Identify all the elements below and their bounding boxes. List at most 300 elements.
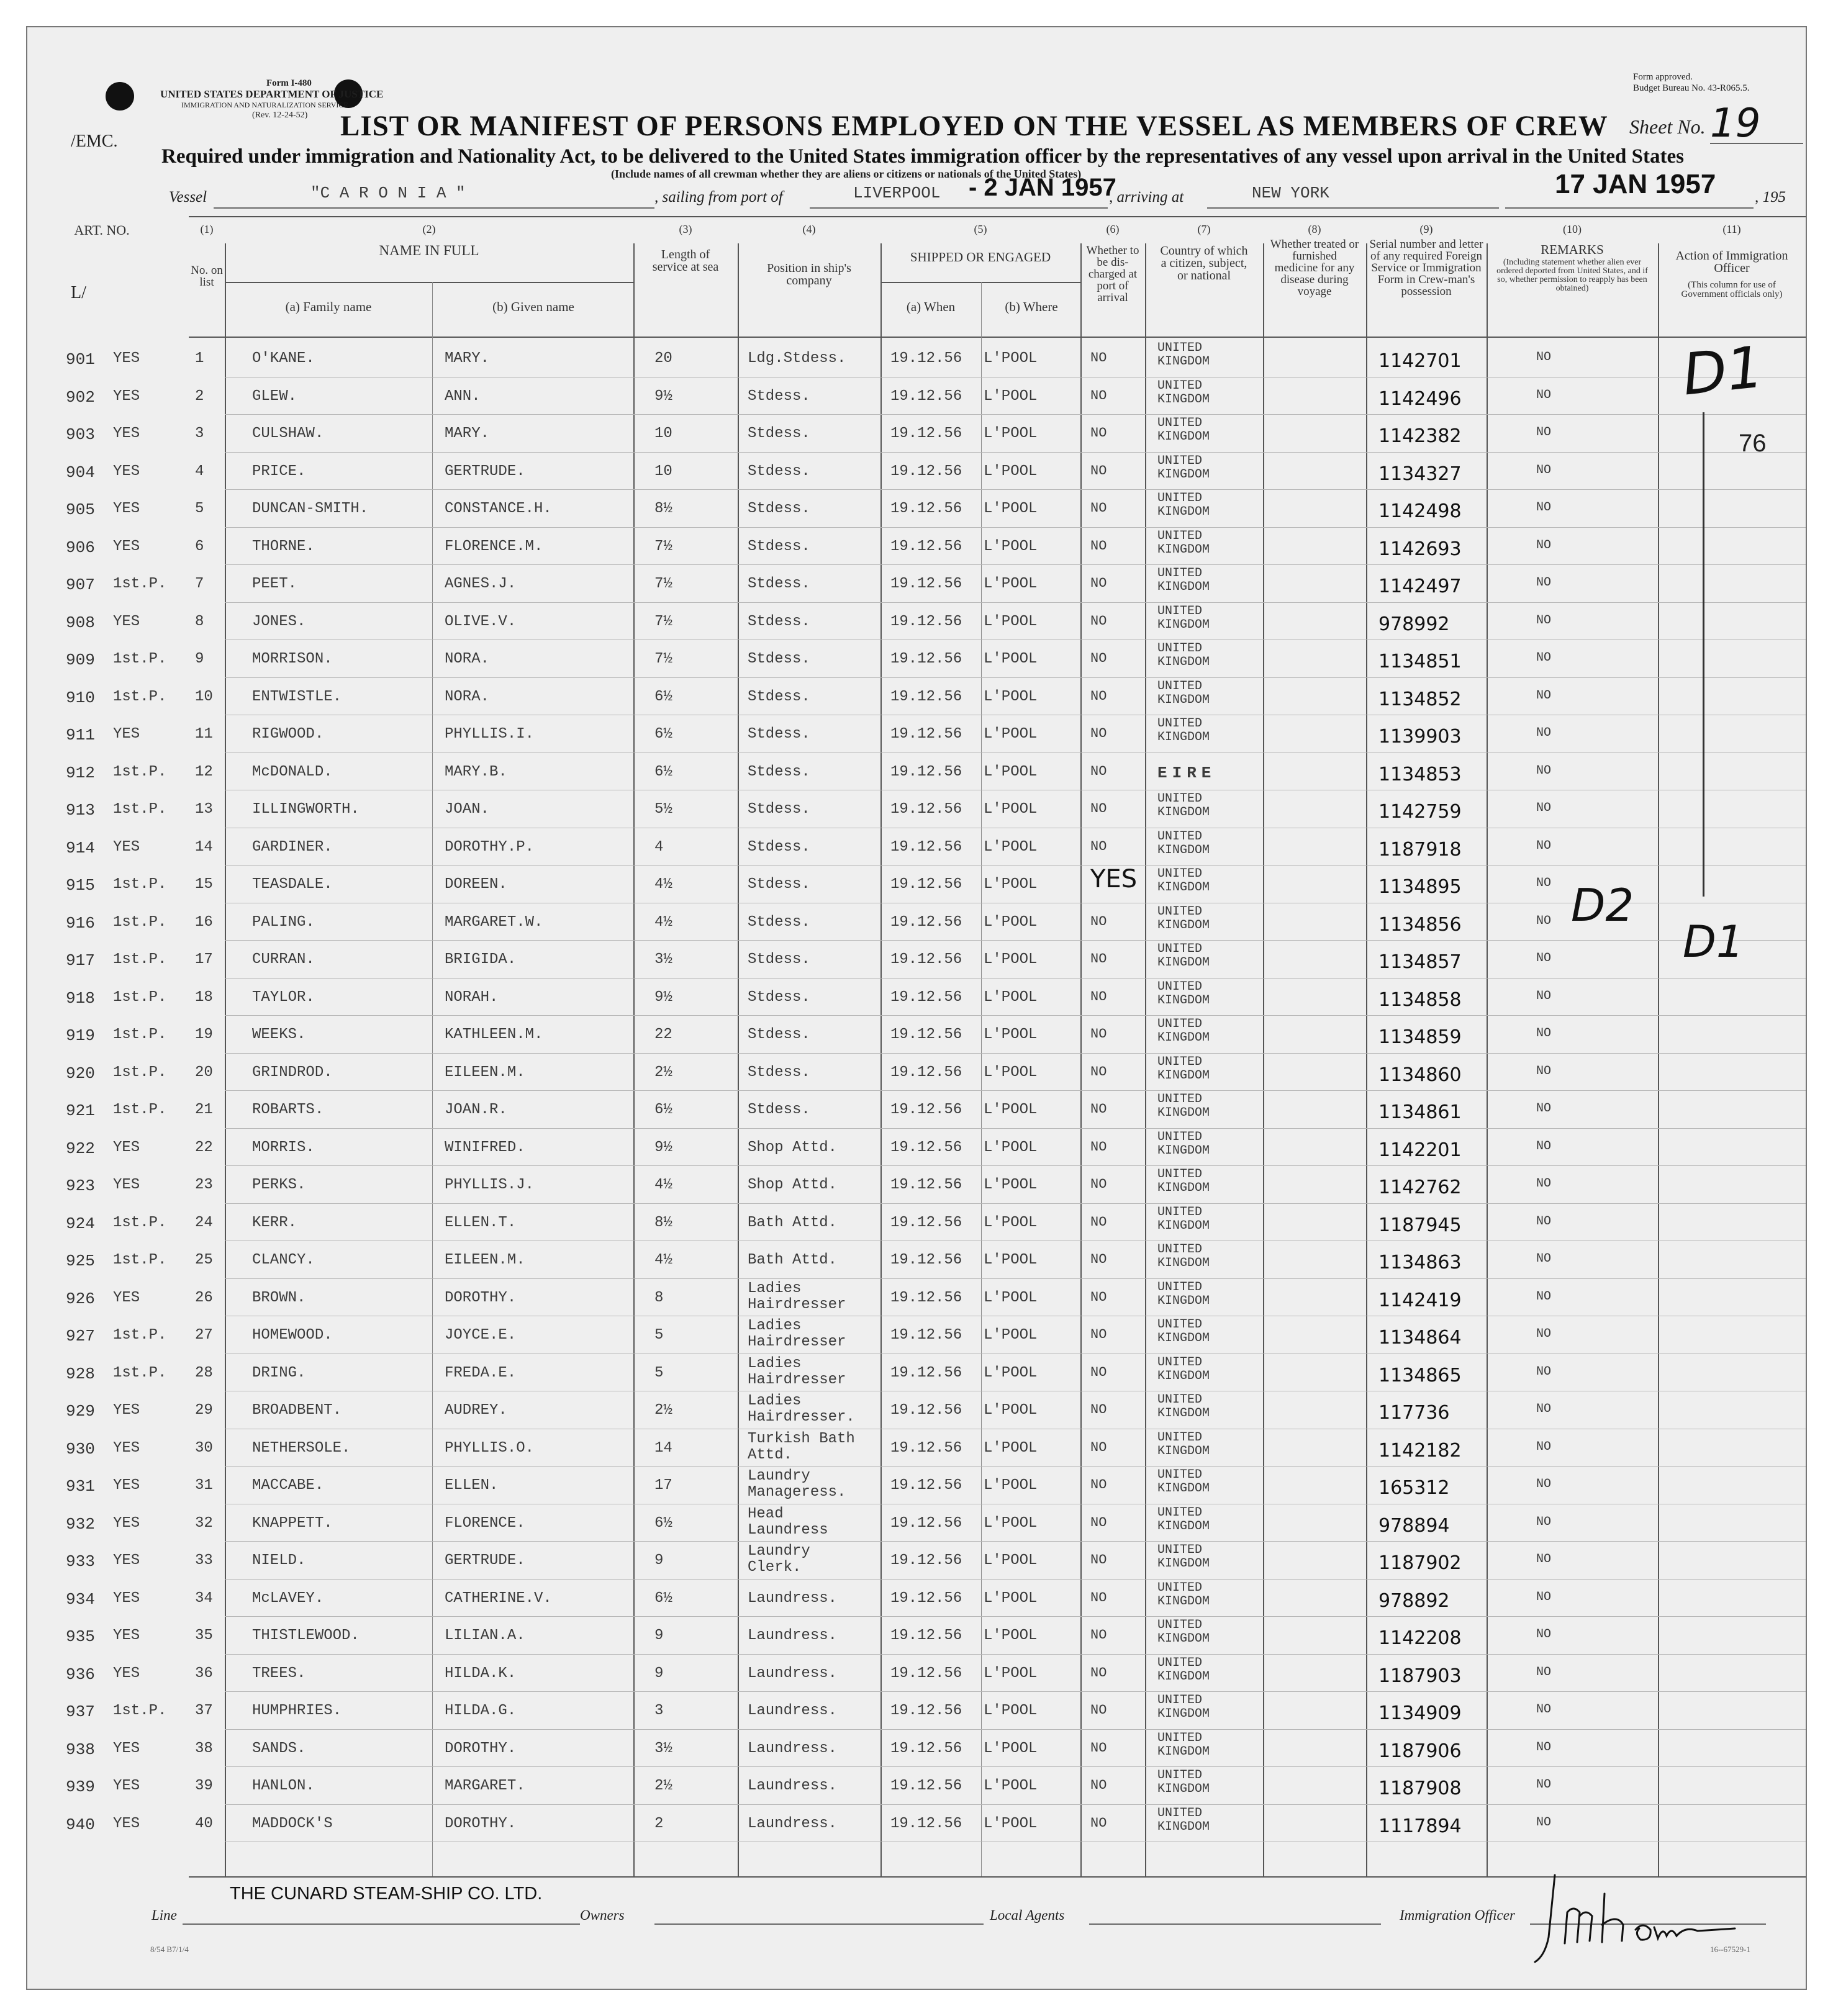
form-serial: 1142701 <box>1378 350 1462 372</box>
citizenship: UNITED KINGDOM <box>1157 1393 1210 1421</box>
discharge-flag: NO <box>1090 350 1107 366</box>
manifest-subnote: (Include names of all crewman whether they are aliens or citizens or nationals of the United States) <box>611 168 1082 180</box>
service-length: 5 <box>654 1327 664 1344</box>
citizenship: UNITED KINGDOM <box>1157 716 1210 744</box>
art-number: 928 <box>66 1364 95 1383</box>
ship-position: Stdess. <box>748 576 810 592</box>
engaged-date: 19.12.56 <box>890 1514 962 1532</box>
citizen-flag: YES <box>113 1402 140 1419</box>
row-divider <box>225 1090 1806 1091</box>
citizen-flag: YES <box>113 463 140 480</box>
family-name: PALING. <box>252 913 315 931</box>
engaged-port: L'POOL <box>984 613 1038 630</box>
art-number: 903 <box>66 425 95 444</box>
list-number: 31 <box>195 1477 213 1494</box>
vessel-line <box>214 207 654 209</box>
engaged-port: L'POOL <box>984 763 1038 780</box>
remarks: NO <box>1536 1327 1552 1341</box>
citizenship: UNITED KINGDOM <box>1157 829 1210 857</box>
given-name: GERTRUDE. <box>445 463 525 480</box>
service-length: 5 <box>654 1364 664 1381</box>
service-length: 2½ <box>654 1402 672 1419</box>
row-divider <box>225 527 1806 528</box>
col-divider <box>1487 243 1488 1876</box>
table-top-border <box>189 216 1806 217</box>
given-name: NORA. <box>445 651 490 667</box>
citizen-flag: YES <box>113 1289 140 1306</box>
service-length: 3 <box>654 1702 664 1719</box>
form-approved: Form approved. <box>1633 72 1693 82</box>
family-name: BROWN. <box>252 1289 306 1306</box>
list-number: 16 <box>195 913 213 931</box>
citizen-flag: 1st.P. <box>113 763 167 780</box>
form-serial: 1134851 <box>1378 651 1462 672</box>
col-divider <box>981 282 982 1876</box>
ship-position: Laundress. <box>748 1778 838 1794</box>
family-name: McDONALD. <box>252 763 333 780</box>
service-length: 8½ <box>654 500 672 517</box>
engaged-port: L'POOL <box>984 1402 1038 1419</box>
engaged-date: 19.12.56 <box>890 1815 962 1832</box>
citizenship: UNITED KINGDOM <box>1157 1205 1210 1233</box>
remarks: NO <box>1536 1439 1552 1454</box>
engaged-date: 19.12.56 <box>890 876 962 893</box>
engaged-date: 19.12.56 <box>890 350 962 367</box>
remarks: NO <box>1536 838 1552 853</box>
service-length: 3½ <box>654 951 672 968</box>
engaged-port: L'POOL <box>984 951 1038 968</box>
engaged-date: 19.12.56 <box>890 1064 962 1081</box>
col-divider <box>1658 243 1659 1876</box>
engaged-date: 19.12.56 <box>890 1740 962 1757</box>
discharge-flag: NO <box>1090 613 1107 629</box>
form-serial: 1134863 <box>1378 1252 1462 1273</box>
ship-position: Stdess. <box>748 763 810 780</box>
citizenship: UNITED KINGDOM <box>1157 1355 1210 1383</box>
total-count: 76 <box>1739 430 1767 457</box>
engaged-date: 19.12.56 <box>890 576 962 592</box>
list-number: 29 <box>195 1402 213 1419</box>
remarks: NO <box>1536 1214 1552 1229</box>
engaged-date: 19.12.56 <box>890 951 962 968</box>
family-name: THORNE. <box>252 538 315 555</box>
citizen-flag: YES <box>113 1589 140 1607</box>
given-name: KATHLEEN.M. <box>445 1026 543 1043</box>
family-name: PRICE. <box>252 463 306 480</box>
list-number: 13 <box>195 801 213 818</box>
row-divider <box>225 1015 1806 1016</box>
service-length: 9 <box>654 1665 664 1682</box>
service-length: 7½ <box>654 613 672 630</box>
form-serial: 1134852 <box>1378 688 1462 710</box>
col7-header: Country of which a citizen, subject, or national <box>1160 244 1248 283</box>
remarks: NO <box>1536 350 1552 364</box>
engaged-date: 19.12.56 <box>890 500 962 517</box>
engaged-date: 19.12.56 <box>890 763 962 780</box>
service-length: 14 <box>654 1439 672 1457</box>
form-serial: 1142693 <box>1378 538 1462 560</box>
service-length: 3½ <box>654 1740 672 1757</box>
family-name: THISTLEWOOD. <box>252 1627 360 1644</box>
footer-owners-label: Owners <box>580 1907 625 1923</box>
family-name: ILLINGWORTH. <box>252 801 360 818</box>
service-length: 2½ <box>654 1064 672 1081</box>
officer-bracket-line <box>1703 412 1704 897</box>
citizen-flag: YES <box>113 500 140 517</box>
engaged-port: L'POOL <box>984 726 1038 743</box>
service-length: 17 <box>654 1477 672 1494</box>
col11-number: (11) <box>1722 223 1741 235</box>
engaged-date: 19.12.56 <box>890 1477 962 1494</box>
list-number: 23 <box>195 1177 213 1193</box>
row-divider <box>225 1691 1806 1692</box>
row-divider <box>225 1579 1806 1580</box>
discharge-flag: NO <box>1090 576 1107 591</box>
form-number: Form I-480 <box>266 78 312 88</box>
art-number: 916 <box>66 913 95 933</box>
officer-mark-d1: D1 <box>1679 333 1767 409</box>
citizenship: UNITED KINGDOM <box>1157 1280 1210 1308</box>
engaged-date: 19.12.56 <box>890 1552 962 1569</box>
discharge-flag: NO <box>1090 1514 1107 1530</box>
list-number: 21 <box>195 1101 213 1118</box>
discharge-flag: NO <box>1090 763 1107 779</box>
engaged-port: L'POOL <box>984 387 1038 405</box>
owners-field <box>654 1923 984 1925</box>
service-length: 4½ <box>654 876 672 893</box>
row-divider <box>225 1278 1806 1279</box>
form-serial: 1134895 <box>1378 876 1462 898</box>
art-number: 913 <box>66 801 95 820</box>
citizen-flag: YES <box>113 1627 140 1644</box>
col9-header: Serial number and letter of any required Foreign Service or Immigration Form in Crew-man's possession <box>1369 238 1483 298</box>
form-serial: 1134865 <box>1378 1364 1462 1386</box>
given-name: NORA. <box>445 688 490 705</box>
discharge-flag: NO <box>1090 1139 1107 1155</box>
discharge-flag: NO <box>1090 1589 1107 1606</box>
service-length: 4 <box>654 838 664 856</box>
service-length: 6½ <box>654 1101 672 1118</box>
form-serial: 1187945 <box>1378 1214 1462 1236</box>
family-name: GARDINER. <box>252 838 333 856</box>
col-divider <box>1080 243 1082 1876</box>
citizenship: UNITED KINGDOM <box>1157 1768 1210 1796</box>
vessel-label: Vessel <box>169 189 207 206</box>
engaged-port: L'POOL <box>984 1589 1038 1607</box>
engaged-port: L'POOL <box>984 1139 1038 1156</box>
citizenship: UNITED KINGDOM <box>1157 1242 1210 1270</box>
remarks: NO <box>1536 1289 1552 1304</box>
citizen-flag: YES <box>113 1552 140 1569</box>
engaged-port: L'POOL <box>984 1778 1038 1794</box>
citizenship: UNITED KINGDOM <box>1157 867 1210 895</box>
citizenship: UNITED KINGDOM <box>1157 491 1210 519</box>
citizen-flag: YES <box>113 838 140 856</box>
family-name: MORRIS. <box>252 1139 315 1156</box>
ship-position: Laundress. <box>748 1627 838 1644</box>
service-length: 5½ <box>654 801 672 818</box>
ship-position: Stdess. <box>748 688 810 705</box>
citizen-flag: YES <box>113 1177 140 1193</box>
sheet-number: 19 <box>1710 101 1761 147</box>
art-number: 938 <box>66 1740 95 1759</box>
citizen-flag: YES <box>113 1778 140 1794</box>
ship-position: Laundress. <box>748 1815 838 1832</box>
form-serial: 1142497 <box>1378 576 1462 597</box>
col4-number: (4) <box>802 223 816 235</box>
family-name: CLANCY. <box>252 1252 315 1268</box>
ship-position: Ladies Hairdresser <box>748 1318 846 1351</box>
citizenship: UNITED KINGDOM <box>1157 566 1210 594</box>
budget-bureau: Budget Bureau No. 43-R065.5. <box>1633 83 1750 93</box>
art-number: 902 <box>66 387 95 407</box>
citizen-flag: YES <box>113 1439 140 1457</box>
service-length: 6½ <box>654 688 672 705</box>
given-name: FLORENCE.M. <box>445 538 543 555</box>
col10-header: REMARKS <box>1541 242 1604 257</box>
list-number: 30 <box>195 1439 213 1457</box>
given-name: DOROTHY. <box>445 1289 517 1306</box>
remarks: NO <box>1536 1589 1552 1604</box>
col-divider <box>880 243 882 1876</box>
agents-field <box>1089 1923 1381 1925</box>
sailing-label: , sailing from port of <box>654 189 783 206</box>
discharge-flag: NO <box>1090 1815 1107 1831</box>
engaged-port: L'POOL <box>984 1177 1038 1193</box>
print-code-right: 16--67529-1 <box>1710 1945 1750 1954</box>
citizenship: UNITED KINGDOM <box>1157 641 1210 669</box>
engaged-date: 19.12.56 <box>890 1289 962 1306</box>
remarks: NO <box>1536 463 1552 477</box>
form-serial: 117736 <box>1378 1402 1450 1424</box>
citizen-flag: 1st.P. <box>113 1026 167 1043</box>
form-serial: 1134909 <box>1378 1702 1462 1724</box>
service-length: 8 <box>654 1289 664 1306</box>
sheet-number-line <box>1710 143 1803 144</box>
engaged-date: 19.12.56 <box>890 1589 962 1607</box>
ship-position: Stdess. <box>748 651 810 667</box>
manifest-sheet <box>26 26 1807 1990</box>
given-name: MARY. <box>445 350 490 367</box>
citizen-flag: YES <box>113 726 140 743</box>
ship-position: Head Laundress <box>748 1505 828 1539</box>
side-mark: L/ <box>71 283 86 302</box>
discharge-flag: NO <box>1090 801 1107 816</box>
remarks: NO <box>1536 500 1552 515</box>
citizenship: UNITED KINGDOM <box>1157 1054 1210 1083</box>
col5-number: (5) <box>974 223 987 235</box>
family-name: CULSHAW. <box>252 425 324 442</box>
ship-position: Bath Attd. <box>748 1214 838 1231</box>
list-number: 40 <box>195 1815 213 1832</box>
list-number: 5 <box>195 500 204 517</box>
list-number: 39 <box>195 1778 213 1794</box>
given-name: EILEEN.M. <box>445 1252 525 1268</box>
form-serial: 1187908 <box>1378 1778 1462 1799</box>
service-length: 10 <box>654 463 672 480</box>
form-serial: 1142208 <box>1378 1627 1462 1649</box>
col-divider <box>225 243 226 1876</box>
engaged-date: 19.12.56 <box>890 1252 962 1268</box>
col1-number: (1) <box>200 223 214 235</box>
remarks: NO <box>1536 1514 1552 1529</box>
given-name: DOROTHY. <box>445 1740 517 1757</box>
citizen-flag: YES <box>113 1514 140 1532</box>
citizenship: UNITED KINGDOM <box>1157 1505 1210 1534</box>
form-serial: 1142498 <box>1378 500 1462 522</box>
family-name: JONES. <box>252 613 306 630</box>
service-name: IMMIGRATION AND NATURALIZATION SERVICE <box>181 101 348 109</box>
service-length: 6½ <box>654 763 672 780</box>
remarks: NO <box>1536 1702 1552 1717</box>
engaged-date: 19.12.56 <box>890 801 962 818</box>
art-number: 921 <box>66 1101 95 1120</box>
citizen-flag: 1st.P. <box>113 576 167 592</box>
art-number: 939 <box>66 1778 95 1796</box>
row-divider <box>225 1766 1806 1767</box>
family-name: PERKS. <box>252 1177 306 1193</box>
remarks: NO <box>1536 1064 1552 1078</box>
family-name: RIGWOOD. <box>252 726 324 743</box>
family-name: TAYLOR. <box>252 988 315 1006</box>
remarks: NO <box>1536 763 1552 778</box>
form-serial: 1134861 <box>1378 1101 1462 1123</box>
remarks: NO <box>1536 726 1552 740</box>
col4-header: Position in ship's company <box>767 261 851 287</box>
citizen-flag: 1st.P. <box>113 988 167 1006</box>
engaged-date: 19.12.56 <box>890 651 962 667</box>
form-serial: 1134858 <box>1378 988 1462 1011</box>
given-name: JOAN.R. <box>445 1101 507 1118</box>
ship-position: Stdess. <box>748 988 810 1006</box>
service-length: 22 <box>654 1026 672 1043</box>
ship-position: Stdess. <box>748 1064 810 1081</box>
form-serial: 1134859 <box>1378 1026 1462 1048</box>
engaged-date: 19.12.56 <box>890 1439 962 1457</box>
citizen-flag: 1st.P. <box>113 913 167 931</box>
citizen-flag: YES <box>113 613 140 630</box>
family-name: KNAPPETT. <box>252 1514 333 1532</box>
remarks: NO <box>1536 801 1552 815</box>
ship-position: Laundress. <box>748 1665 838 1682</box>
ship-position: Stdess. <box>748 801 810 818</box>
remarks: NO <box>1536 913 1552 928</box>
citizen-flag: YES <box>113 425 140 442</box>
given-name: FLORENCE. <box>445 1514 525 1532</box>
given-name: PHYLLIS.I. <box>445 726 535 743</box>
citizen-flag: 1st.P. <box>113 1327 167 1344</box>
given-name: PHYLLIS.J. <box>445 1177 535 1193</box>
remarks: NO <box>1536 1477 1552 1491</box>
list-number: 32 <box>195 1514 213 1532</box>
family-name: SANDS. <box>252 1740 306 1757</box>
col-divider <box>633 243 635 1876</box>
given-name: DOROTHY. <box>445 1815 517 1832</box>
remarks: NO <box>1536 1026 1552 1041</box>
col8-header: Whether treated or furnished medicine for any disease during voyage <box>1270 238 1359 298</box>
engaged-port: L'POOL <box>984 1327 1038 1344</box>
engaged-date: 19.12.56 <box>890 613 962 630</box>
citizenship: UNITED KINGDOM <box>1157 378 1210 407</box>
ship-position: Laundress. <box>748 1589 838 1607</box>
family-name: NIELD. <box>252 1552 306 1569</box>
art-no-header: ART. NO. <box>74 222 130 238</box>
citizenship: UNITED KINGDOM <box>1157 1092 1210 1120</box>
engaged-port: L'POOL <box>984 1552 1038 1569</box>
citizenship: UNITED KINGDOM <box>1157 1618 1210 1646</box>
discharge-flag: YES <box>1090 865 1138 893</box>
discharge-flag: NO <box>1090 1552 1107 1568</box>
col6-number: (6) <box>1106 223 1120 235</box>
remarks: NO <box>1536 425 1552 440</box>
engaged-date: 19.12.56 <box>890 1702 962 1719</box>
col-divider <box>1263 243 1264 1876</box>
given-name: CATHERINE.V. <box>445 1589 552 1607</box>
list-number: 11 <box>195 726 213 743</box>
form-serial: 1142762 <box>1378 1177 1462 1198</box>
ship-position: Stdess. <box>748 387 810 405</box>
art-number: 927 <box>66 1327 95 1345</box>
discharge-flag: NO <box>1090 1064 1107 1080</box>
citizenship: UNITED KINGDOM <box>1157 1167 1210 1195</box>
discharge-flag: NO <box>1090 913 1107 929</box>
art-number: 909 <box>66 651 95 669</box>
engaged-port: L'POOL <box>984 651 1038 667</box>
given-name: MARGARET.W. <box>445 913 543 931</box>
footer-officer-label: Immigration Officer <box>1400 1907 1515 1923</box>
citizenship: UNITED KINGDOM <box>1157 1580 1210 1609</box>
art-number: 940 <box>66 1815 95 1834</box>
family-name: HANLON. <box>252 1778 315 1794</box>
citizenship: UNITED KINGDOM <box>1157 1806 1210 1834</box>
form-serial: 1142496 <box>1378 387 1462 410</box>
row-divider <box>225 414 1806 415</box>
row-divider <box>225 1616 1806 1617</box>
family-name: GLEW. <box>252 387 297 405</box>
citizenship: UNITED KINGDOM <box>1157 904 1210 933</box>
engaged-port: L'POOL <box>984 1289 1038 1306</box>
form-serial: 1142182 <box>1378 1439 1462 1462</box>
citizenship: UNITED KINGDOM <box>1157 792 1210 820</box>
col2a-header: (a) Family name <box>285 299 372 314</box>
given-name: ELLEN.T. <box>445 1214 517 1231</box>
family-name: CURRAN. <box>252 951 315 968</box>
given-name: MARGARET. <box>445 1778 525 1794</box>
ship-position: Bath Attd. <box>748 1252 838 1268</box>
family-name: HOMEWOOD. <box>252 1327 333 1344</box>
art-number: 936 <box>66 1665 95 1684</box>
given-name: BRIGIDA. <box>445 951 517 968</box>
vessel-name: "C A R O N I A " <box>310 184 466 202</box>
citizen-flag: 1st.P. <box>113 1252 167 1268</box>
engaged-port: L'POOL <box>984 838 1038 856</box>
citizen-flag: 1st.P. <box>113 1214 167 1231</box>
citizenship: UNITED KINGDOM <box>1157 1430 1210 1458</box>
engaged-date: 19.12.56 <box>890 1327 962 1344</box>
remarks: NO <box>1536 1177 1552 1191</box>
service-length: 6½ <box>654 1514 672 1532</box>
engaged-date: 19.12.56 <box>890 1026 962 1043</box>
remarks: NO <box>1536 1552 1552 1566</box>
citizenship: UNITED KINGDOM <box>1157 341 1210 369</box>
engaged-port: L'POOL <box>984 1439 1038 1457</box>
list-number: 3 <box>195 425 204 442</box>
engaged-port: L'POOL <box>984 1627 1038 1644</box>
engaged-port: L'POOL <box>984 1364 1038 1381</box>
citizenship: UNITED KINGDOM <box>1157 528 1210 557</box>
row-divider <box>225 564 1806 565</box>
row-divider <box>225 1654 1806 1655</box>
